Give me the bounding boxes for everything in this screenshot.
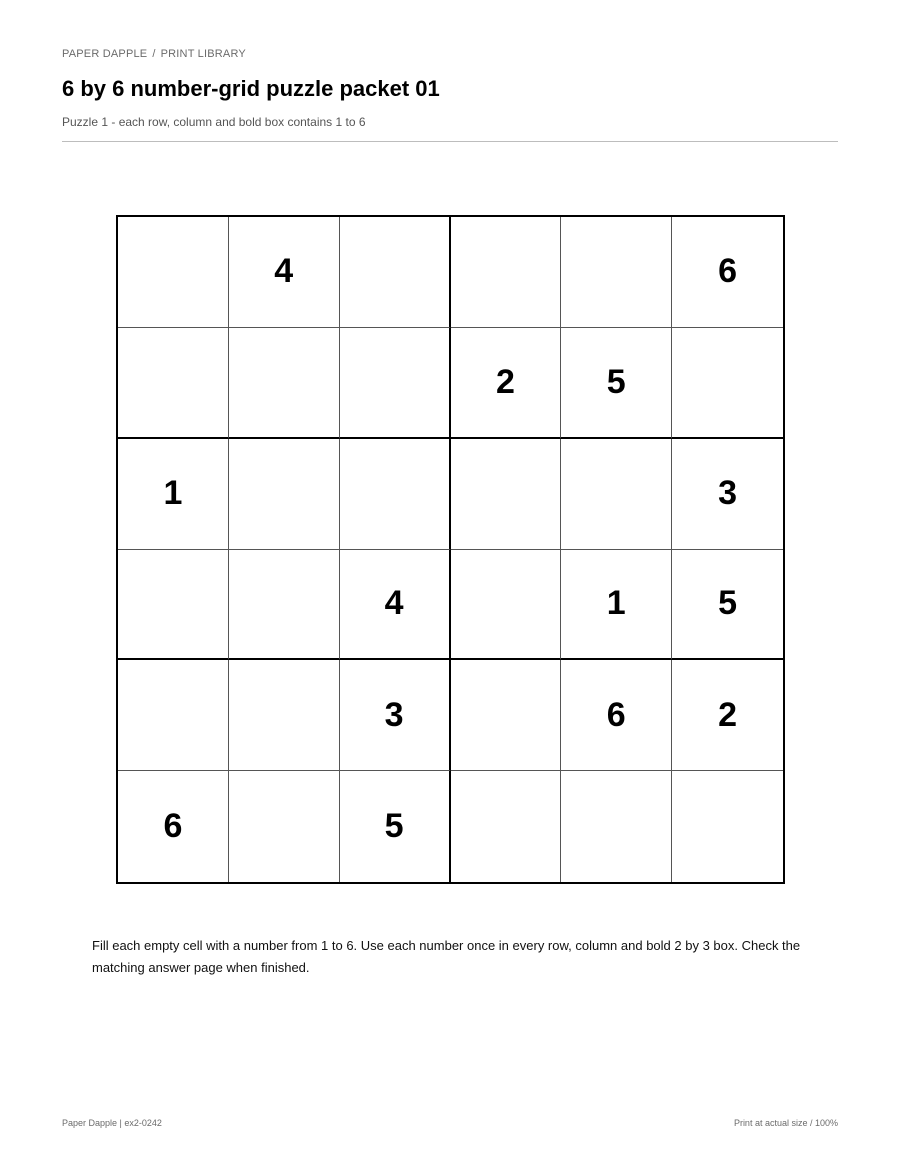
empty-cell[interactable] (229, 328, 340, 439)
empty-cell[interactable] (340, 217, 451, 328)
breadcrumb (62, 48, 246, 60)
empty-cell[interactable] (118, 550, 229, 661)
breadcrumb-separator: / (152, 48, 156, 60)
empty-cell[interactable] (451, 439, 562, 550)
page-title: 6 by 6 number-grid puzzle packet 01 (62, 76, 440, 101)
empty-cell[interactable] (451, 771, 562, 882)
empty-cell[interactable] (451, 550, 562, 661)
given-cell: 6 (561, 660, 672, 771)
given-cell: 5 (340, 771, 451, 882)
given-cell: 1 (561, 550, 672, 661)
empty-cell[interactable] (118, 217, 229, 328)
empty-cell[interactable] (229, 550, 340, 661)
empty-cell[interactable] (229, 660, 340, 771)
page-subtitle: Puzzle 1 - each row, column and bold box contains 1 to 6 (62, 115, 366, 129)
empty-cell[interactable] (229, 439, 340, 550)
footer-source: Paper Dapple | ex2-0242 (62, 1118, 162, 1128)
given-cell: 6 (672, 217, 783, 328)
given-cell: 1 (118, 439, 229, 550)
empty-cell[interactable] (229, 771, 340, 882)
instructions-text: Fill each empty cell with a number from 1 to 6. Use each number once in every row, column and bold 2 by 3 box. Check the matching answer page when finished. (92, 938, 801, 975)
empty-cell[interactable] (451, 660, 562, 771)
empty-cell[interactable] (672, 328, 783, 439)
empty-cell[interactable] (561, 771, 672, 882)
empty-cell[interactable] (561, 439, 672, 550)
footer-print-note: Print at actual size / 100% (733, 1118, 838, 1128)
empty-cell[interactable] (561, 217, 672, 328)
empty-cell[interactable] (672, 771, 783, 882)
given-cell: 5 (561, 328, 672, 439)
given-cell: 2 (451, 328, 562, 439)
empty-cell[interactable] (340, 439, 451, 550)
given-cell: 5 (672, 550, 783, 661)
breadcrumb-site[interactable]: PAPER DAPPLE (62, 48, 148, 60)
empty-cell[interactable] (118, 660, 229, 771)
header-divider (62, 141, 838, 142)
breadcrumb-section[interactable]: PRINT LIBRARY (160, 48, 246, 60)
given-cell: 4 (340, 550, 451, 661)
given-cell: 6 (118, 771, 229, 882)
given-cell: 4 (229, 217, 340, 328)
empty-cell[interactable] (451, 217, 562, 328)
empty-cell[interactable] (118, 328, 229, 439)
empty-cell[interactable] (340, 328, 451, 439)
puzzle-grid (116, 215, 785, 884)
given-cell: 2 (672, 660, 783, 771)
given-cell: 3 (672, 439, 783, 550)
given-cell: 3 (340, 660, 451, 771)
